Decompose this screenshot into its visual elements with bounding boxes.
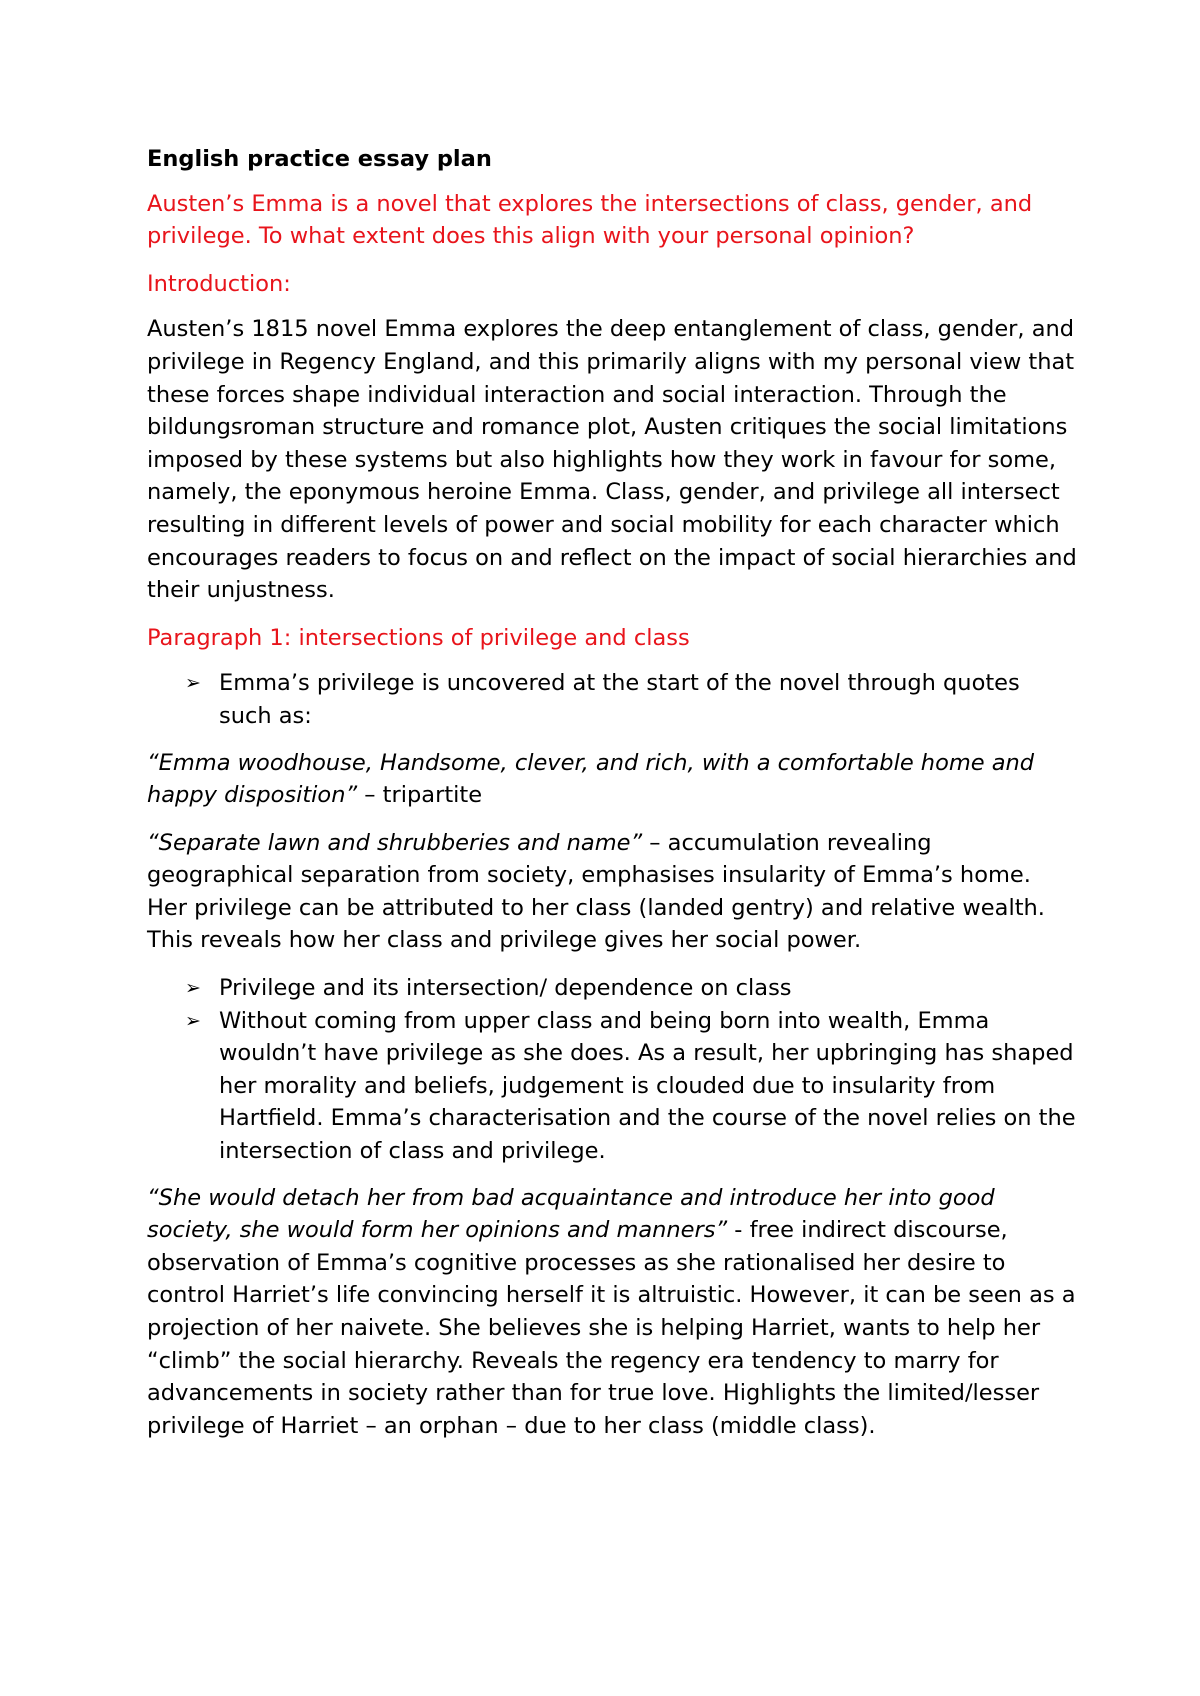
list-item-text: Emma’s privilege is uncovered at the start of the novel through quotes such as: — [219, 670, 1020, 729]
document-title: English practice essay plan — [147, 146, 492, 172]
list-item — [147, 667, 1077, 732]
list-item — [147, 972, 1077, 1005]
quote-note: – tripartite — [357, 782, 483, 809]
arrow-bullet-icon: ➢ — [185, 672, 201, 695]
arrow-bullet-icon: ➢ — [185, 977, 201, 1000]
quote-block-1 — [147, 747, 1077, 812]
quote-text: “She would detach her from bad acquaintance and introduce her into good society, she would form her opinions and manners” — [147, 1184, 995, 1244]
quote-text: “Separate lawn and shrubberies and name” — [147, 829, 643, 856]
list-item-text: Without coming from upper class and being born into wealth, Emma wouldn’t have privilege as she does. As a result, her upbringing has shaped her morality and beliefs, judgement is clouded due to insularity from Hartfield. Emma’s characterisation and the course of the novel relies on the intersection of class and privilege. — [219, 1007, 1076, 1165]
essay-question: Austen’s Emma is a novel that explores the intersections of class, gender, and privilege. To what extent does this align with your personal opinion? — [147, 190, 1033, 250]
quote-block-3 — [147, 1182, 1077, 1443]
document-body — [147, 143, 1077, 1442]
quote-text: “Emma woodhouse, Handsome, clever, and rich, with a comfortable home and happy disposition” — [147, 749, 1035, 809]
list-item-text: Privilege and its intersection/ dependence on class — [219, 975, 792, 1002]
quote-block-2 — [147, 827, 1077, 957]
intro-heading: Introduction: — [147, 270, 291, 297]
bullet-list-1 — [147, 667, 1077, 732]
intro-paragraph: Austen’s 1815 novel Emma explores the deep entanglement of class, gender, and privilege in Regency England, and this primarily aligns with my personal view that these forces shape individual interaction and social interaction. Through the bildungsroman structure and romance plot, Austen critiques the social limitations imposed by these systems but also highlights how they work in favour for some, namely, the eponymous heroine Emma. Class, gender, and privilege all intersect resulting in different levels of power and social mobility for each character which encourages readers to focus on and reflect on the impact of social hierarchies and their unjustness. — [147, 316, 1077, 604]
paragraph1-heading: Paragraph 1: intersections of privilege and class — [147, 624, 690, 651]
quote-note: - free indirect discourse, observation of Emma’s cognitive processes as she rationalised her desire to control Harriet’s life convincing herself it is altruistic. However, it can be seen as a projection of her naivete. She believes she is helping Harriet, wants to help her “climb” the social hierarchy. Reveals the regency era tendency to marry for advancements in society rather than for true love. Highlights the limited/lesser privilege of Harriet – an orphan – due to her class (middle class). — [147, 1217, 1076, 1439]
list-item — [147, 1005, 1077, 1168]
bullet-list-2 — [147, 972, 1077, 1168]
arrow-bullet-icon: ➢ — [185, 1009, 201, 1032]
quote-note: – accumulation revealing geographical separation from society, emphasises insularity of Emma’s home. Her privilege can be attributed to her class (landed gentry) and relative wealth. This reveals how her class and privilege gives her social power. — [147, 829, 1045, 954]
